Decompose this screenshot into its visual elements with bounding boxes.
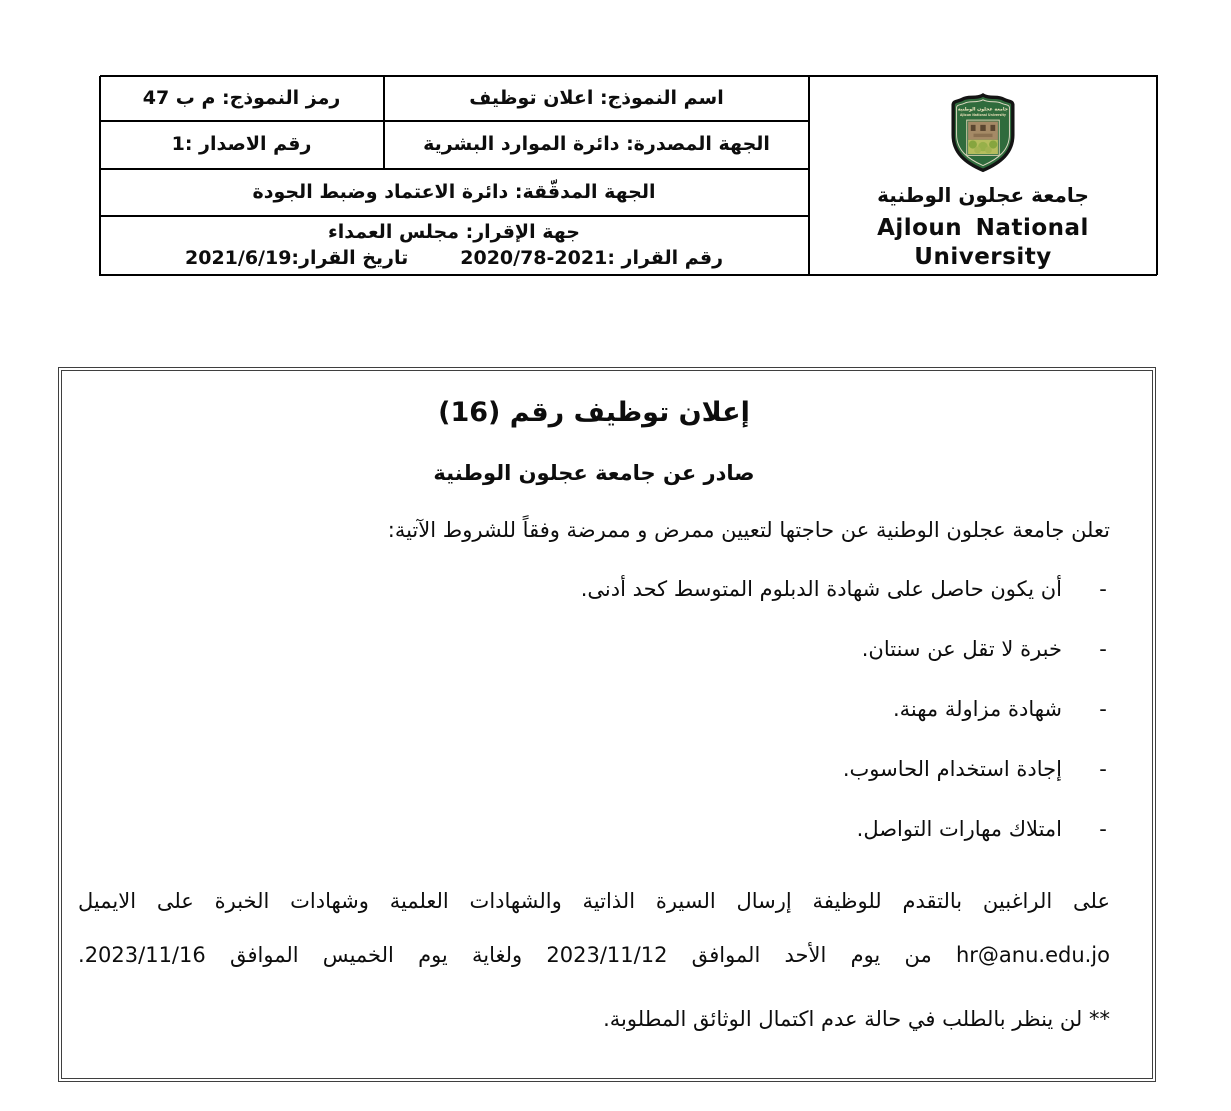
shield-arabic-microtext: جامعة عجلون الوطنية	[957, 107, 1009, 113]
requirements-list	[78, 574, 1110, 844]
announcement-intro: تعلن جامعة عجلون الوطنية عن حاجتها لتعيين ممرض و ممرضة وفقاً للشروط الآتية:	[387, 518, 1110, 542]
incomplete-docs-note: ** لن ينظر بالطلب في حالة عدم اكتمال الوثائق المطلوبة.	[603, 1007, 1110, 1031]
university-name-english: Ajloun National University	[877, 215, 1089, 270]
bullet-dash: -	[1099, 637, 1107, 661]
building-icon	[968, 121, 998, 139]
requirement-text: أن يكون حاصل على شهادة الدبلوم المتوسط كحد أدنى.	[580, 577, 1062, 601]
requirement-item	[78, 634, 1110, 664]
requirement-item	[78, 814, 1110, 844]
auditing-department-cell: الجهة المدقّقة: دائرة الاعتماد وضبط الجودة	[99, 169, 809, 216]
form-info-table	[100, 75, 1158, 275]
requirement-text: امتلاك مهارات التواصل.	[856, 817, 1062, 841]
requirement-item	[78, 694, 1110, 724]
approval-decision-cell	[99, 216, 809, 276]
university-name-arabic: جامعة عجلون الوطنية	[877, 183, 1089, 207]
form-name-cell: اسم النموذج: اعلان توظيف	[384, 76, 809, 121]
requirement-item	[78, 754, 1110, 784]
decision-date: تاريخ القرار:2021/6/19	[185, 247, 409, 269]
requirement-text: إجادة استخدام الحاسوب.	[842, 757, 1062, 781]
announcement-subtitle: صادر عن جامعة عجلون الوطنية	[433, 461, 755, 485]
requirement-text: شهادة مزاولة مهنة.	[892, 697, 1062, 721]
requirement-item	[78, 574, 1110, 604]
bullet-dash: -	[1099, 577, 1107, 601]
apply-line-1: على الراغبين بالتقدم للوظيفة إرسال السيرة الذاتية والشهادات العلمية وشهادات الخبرة على الايميل	[78, 889, 1110, 913]
issue-number-cell: رقم الاصدار :1	[99, 121, 384, 169]
apply-paragraph	[78, 874, 1110, 982]
decision-number: رقم القرار :2021-2020/78	[460, 247, 724, 269]
university-shield-logo	[949, 93, 1017, 173]
announcement-box	[58, 367, 1156, 1082]
shield-english-microtext: Ajloun National University	[960, 113, 1006, 118]
form-code-cell: رمز النموذج: م ب 47	[99, 76, 384, 121]
bullet-dash: -	[1099, 757, 1107, 781]
bullet-dash: -	[1099, 697, 1107, 721]
approval-authority: جهة الإقرار: مجلس العمداء	[328, 221, 580, 244]
university-logo-cell	[809, 76, 1157, 276]
bullet-dash: -	[1099, 817, 1107, 841]
apply-line-2: hr@anu.edu.jo من يوم الأحد الموافق 2023/11/12 ولغاية يوم الخميس الموافق 2023/11/16.	[78, 943, 1110, 967]
decision-row	[100, 247, 808, 271]
trees-icon	[968, 140, 998, 154]
announcement-title: إعلان توظيف رقم (16)	[438, 397, 750, 428]
issuing-department-cell: الجهة المصدرة: دائرة الموارد البشرية	[384, 121, 809, 169]
requirement-text: خبرة لا تقل عن سنتان.	[861, 637, 1062, 661]
